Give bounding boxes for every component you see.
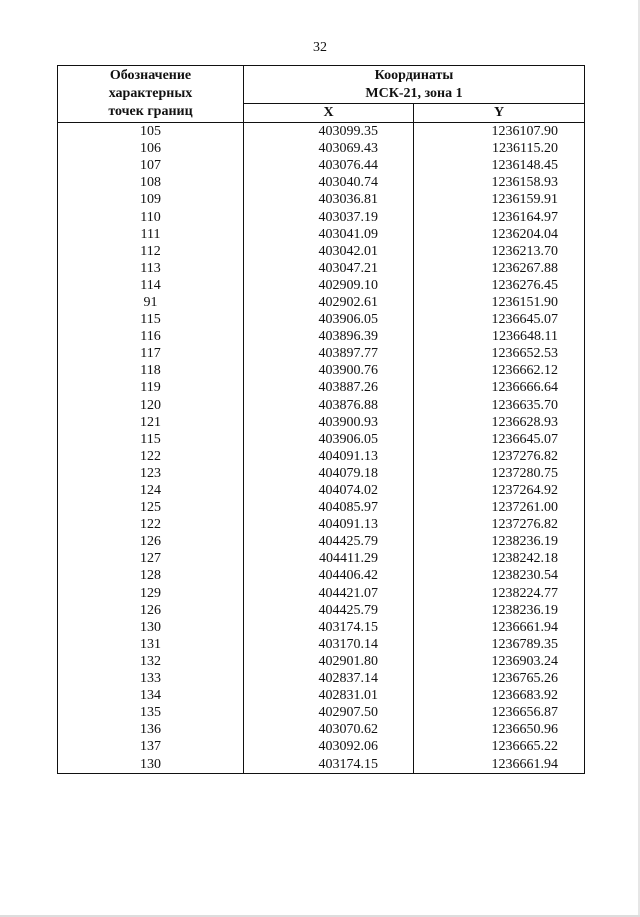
y-coordinate-cell: 1236765.26	[414, 670, 585, 687]
header-coordinates-line-2: МСК-21, зона 1	[365, 85, 463, 101]
y-coordinate-cell: 1236661.94	[414, 755, 585, 773]
y-coordinate-cell: 1238224.77	[414, 585, 585, 602]
y-coordinate-cell: 1237280.75	[414, 465, 585, 482]
x-coordinate-cell: 403037.19	[244, 208, 414, 225]
x-coordinate-cell: 403174.15	[244, 619, 414, 636]
point-number-cell: 123	[58, 465, 244, 482]
y-coordinate-cell: 1236903.24	[414, 653, 585, 670]
x-coordinate-cell: 403897.77	[244, 345, 414, 362]
y-coordinate-cell: 1237264.92	[414, 482, 585, 499]
point-number-cell: 114	[58, 277, 244, 294]
table-row	[58, 670, 585, 687]
x-coordinate-cell: 403170.14	[244, 636, 414, 653]
x-coordinate-cell: 404411.29	[244, 550, 414, 567]
table-row	[58, 755, 585, 773]
table-row	[58, 431, 585, 448]
point-number-cell: 135	[58, 704, 244, 721]
x-coordinate-cell: 402909.10	[244, 277, 414, 294]
y-coordinate-cell: 1237261.00	[414, 499, 585, 516]
table-row	[58, 721, 585, 738]
point-number-cell: 137	[58, 738, 244, 755]
table-row	[58, 311, 585, 328]
x-coordinate-cell: 404406.42	[244, 567, 414, 584]
x-coordinate-cell: 404425.79	[244, 533, 414, 550]
x-coordinate-cell: 404091.13	[244, 516, 414, 533]
point-number-cell: 91	[58, 294, 244, 311]
x-coordinate-cell: 403076.44	[244, 157, 414, 174]
x-coordinate-cell: 403069.43	[244, 140, 414, 157]
point-number-cell: 128	[58, 567, 244, 584]
x-coordinate-cell: 403099.35	[244, 123, 414, 141]
point-number-cell: 107	[58, 157, 244, 174]
x-coordinate-cell: 402901.80	[244, 653, 414, 670]
point-number-cell: 129	[58, 585, 244, 602]
y-coordinate-cell: 1236213.70	[414, 243, 585, 260]
header-y: Y	[414, 104, 585, 123]
point-number-cell: 133	[58, 670, 244, 687]
y-coordinate-cell: 1236204.04	[414, 226, 585, 243]
x-coordinate-cell: 404074.02	[244, 482, 414, 499]
point-number-cell: 126	[58, 533, 244, 550]
x-coordinate-cell: 403900.93	[244, 414, 414, 431]
table-row	[58, 448, 585, 465]
y-coordinate-cell: 1238242.18	[414, 550, 585, 567]
point-number-cell: 134	[58, 687, 244, 704]
table-row	[58, 397, 585, 414]
table-row	[58, 157, 585, 174]
y-coordinate-cell: 1236789.35	[414, 636, 585, 653]
table-row	[58, 516, 585, 533]
point-number-cell: 119	[58, 379, 244, 396]
table-row	[58, 328, 585, 345]
table-row	[58, 704, 585, 721]
y-coordinate-cell: 1237276.82	[414, 448, 585, 465]
table-row	[58, 499, 585, 516]
table-body	[58, 123, 585, 774]
x-coordinate-cell: 403900.76	[244, 362, 414, 379]
x-coordinate-cell: 403092.06	[244, 738, 414, 755]
point-number-cell: 109	[58, 191, 244, 208]
table-row	[58, 362, 585, 379]
point-number-cell: 130	[58, 619, 244, 636]
point-number-cell: 122	[58, 516, 244, 533]
y-coordinate-cell: 1236148.45	[414, 157, 585, 174]
y-coordinate-cell: 1236159.91	[414, 191, 585, 208]
x-coordinate-cell: 403047.21	[244, 260, 414, 277]
x-coordinate-cell: 402837.14	[244, 670, 414, 687]
point-number-cell: 111	[58, 226, 244, 243]
y-coordinate-cell: 1236652.53	[414, 345, 585, 362]
y-coordinate-cell: 1236650.96	[414, 721, 585, 738]
x-coordinate-cell: 403887.26	[244, 379, 414, 396]
table-row	[58, 414, 585, 431]
y-coordinate-cell: 1236107.90	[414, 123, 585, 141]
table-row	[58, 602, 585, 619]
point-number-cell: 105	[58, 123, 244, 141]
point-number-cell: 118	[58, 362, 244, 379]
x-coordinate-cell: 403896.39	[244, 328, 414, 345]
table-row	[58, 585, 585, 602]
y-coordinate-cell: 1237276.82	[414, 516, 585, 533]
coordinates-table	[57, 65, 585, 774]
point-number-cell: 131	[58, 636, 244, 653]
table-row	[58, 174, 585, 191]
x-coordinate-cell: 404079.18	[244, 465, 414, 482]
x-coordinate-cell: 403906.05	[244, 431, 414, 448]
x-coordinate-cell: 403040.74	[244, 174, 414, 191]
y-coordinate-cell: 1238236.19	[414, 602, 585, 619]
point-number-cell: 112	[58, 243, 244, 260]
y-coordinate-cell: 1236628.93	[414, 414, 585, 431]
x-coordinate-cell: 403174.15	[244, 755, 414, 773]
x-coordinate-cell: 404085.97	[244, 499, 414, 516]
point-number-cell: 122	[58, 448, 244, 465]
table-row	[58, 619, 585, 636]
y-coordinate-cell: 1236164.97	[414, 208, 585, 225]
table-row	[58, 277, 585, 294]
y-coordinate-cell: 1236635.70	[414, 397, 585, 414]
y-coordinate-cell: 1236648.11	[414, 328, 585, 345]
table-row	[58, 687, 585, 704]
x-coordinate-cell: 402907.50	[244, 704, 414, 721]
y-coordinate-cell: 1238230.54	[414, 567, 585, 584]
x-coordinate-cell: 404425.79	[244, 602, 414, 619]
header-coordinates	[244, 66, 585, 104]
page-number: 32	[313, 40, 327, 55]
header-x: X	[244, 104, 414, 123]
header-coordinates-line-1: Координаты	[374, 67, 454, 83]
table-row	[58, 243, 585, 260]
x-coordinate-cell: 403041.09	[244, 226, 414, 243]
point-number-cell: 136	[58, 721, 244, 738]
table-row	[58, 533, 585, 550]
table-row	[58, 294, 585, 311]
x-coordinate-cell: 403036.81	[244, 191, 414, 208]
header-point-line-2: характерных	[108, 86, 193, 101]
table-row	[58, 482, 585, 499]
y-coordinate-cell: 1236656.87	[414, 704, 585, 721]
y-coordinate-cell: 1236661.94	[414, 619, 585, 636]
y-coordinate-cell: 1236683.92	[414, 687, 585, 704]
x-coordinate-cell: 403906.05	[244, 311, 414, 328]
x-coordinate-cell: 404421.07	[244, 585, 414, 602]
table-row	[58, 567, 585, 584]
point-number-cell: 120	[58, 397, 244, 414]
y-coordinate-cell: 1236666.64	[414, 379, 585, 396]
point-number-cell: 108	[58, 174, 244, 191]
x-coordinate-cell: 403876.88	[244, 397, 414, 414]
y-coordinate-cell: 1236645.07	[414, 431, 585, 448]
point-number-cell: 124	[58, 482, 244, 499]
y-coordinate-cell: 1238236.19	[414, 533, 585, 550]
y-coordinate-cell: 1236645.07	[414, 311, 585, 328]
y-coordinate-cell: 1236267.88	[414, 260, 585, 277]
point-number-cell: 106	[58, 140, 244, 157]
x-coordinate-cell: 402902.61	[244, 294, 414, 311]
point-number-cell: 117	[58, 345, 244, 362]
y-coordinate-cell: 1236665.22	[414, 738, 585, 755]
point-number-cell: 113	[58, 260, 244, 277]
y-coordinate-cell: 1236158.93	[414, 174, 585, 191]
point-number-cell: 116	[58, 328, 244, 345]
table-row	[58, 653, 585, 670]
table-row	[58, 465, 585, 482]
point-number-cell: 115	[58, 311, 244, 328]
point-number-cell: 125	[58, 499, 244, 516]
table-row	[58, 379, 585, 396]
point-number-cell: 115	[58, 431, 244, 448]
point-number-cell: 132	[58, 653, 244, 670]
table-row	[58, 345, 585, 362]
table-row	[58, 738, 585, 755]
table-row	[58, 208, 585, 225]
table-row	[58, 226, 585, 243]
x-coordinate-cell: 402831.01	[244, 687, 414, 704]
table-header	[58, 66, 585, 123]
point-number-cell: 130	[58, 755, 244, 773]
y-coordinate-cell: 1236662.12	[414, 362, 585, 379]
table-row	[58, 550, 585, 567]
y-coordinate-cell: 1236115.20	[414, 140, 585, 157]
x-coordinate-cell: 404091.13	[244, 448, 414, 465]
point-number-cell: 121	[58, 414, 244, 431]
y-coordinate-cell: 1236276.45	[414, 277, 585, 294]
table-row	[58, 123, 585, 141]
point-number-cell: 126	[58, 602, 244, 619]
point-number-cell: 127	[58, 550, 244, 567]
table-row	[58, 191, 585, 208]
header-point-designation	[58, 66, 244, 123]
x-coordinate-cell: 403042.01	[244, 243, 414, 260]
header-point-line-3: точек границ	[108, 104, 193, 119]
header-point-line-1: Обозначение	[109, 68, 192, 83]
table-row	[58, 140, 585, 157]
table-row	[58, 260, 585, 277]
point-number-cell: 110	[58, 208, 244, 225]
table-row	[58, 636, 585, 653]
x-coordinate-cell: 403070.62	[244, 721, 414, 738]
y-coordinate-cell: 1236151.90	[414, 294, 585, 311]
